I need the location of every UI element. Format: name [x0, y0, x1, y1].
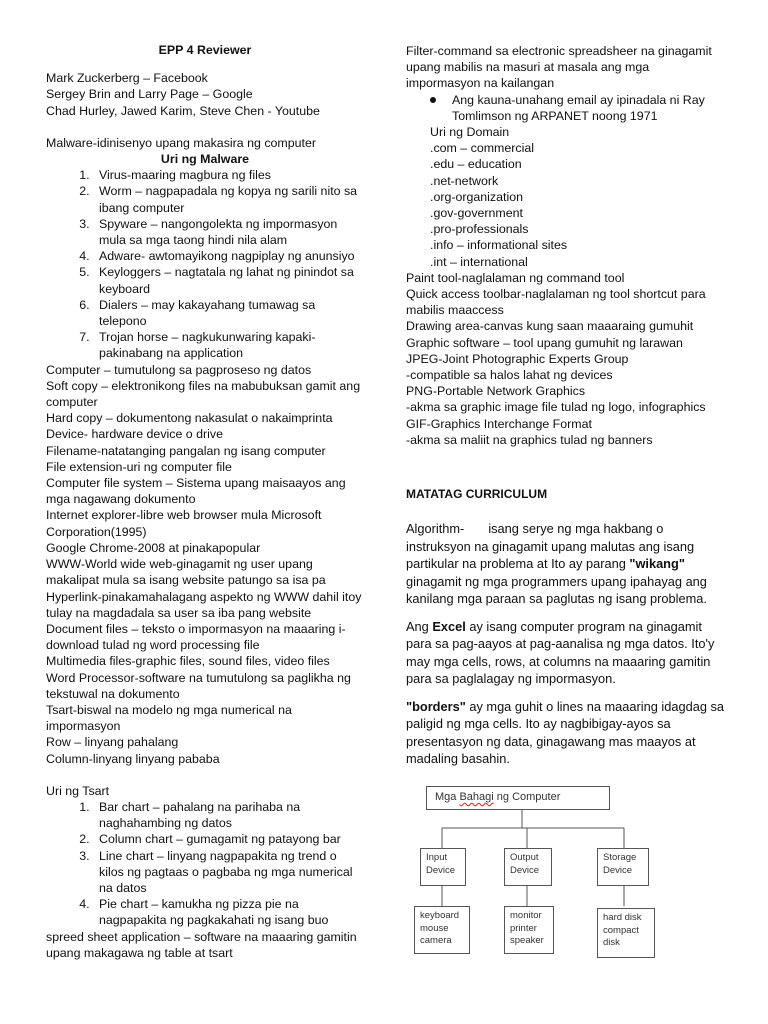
domain-item: .edu – education — [430, 157, 522, 172]
output-examples-node — [504, 906, 554, 954]
founder-line: Chad Hurley, Jawed Karim, Steve Chen - Youtube — [46, 103, 320, 118]
excel-text-start: Ang — [406, 618, 433, 634]
node-item: camera — [420, 935, 452, 946]
node-item: speaker — [510, 935, 544, 946]
algorithm-text: isang serye ng mga hakbang o instruksyon na ginagamit upang malutas ang isang partikular na problema at Ito ay parang — [406, 521, 695, 572]
node-label: Storage — [603, 852, 637, 863]
domain-item: .int – international — [430, 254, 528, 269]
spreadsheet-definition: spreed sheet application – software na maaaring gamitin upang makagawa ng table at tsart — [46, 929, 357, 960]
list-item: 1. Bar chart – pahalang na parihaba na naghahambing ng datos — [93, 799, 364, 831]
tool-line: Drawing area-canvas kung saan maaaraing gumuhit — [406, 319, 694, 334]
node-item: mouse — [420, 922, 449, 934]
tool-line: PNG-Portable Network Graphics — [406, 384, 586, 399]
node-label: Input — [426, 852, 448, 863]
list-item: 7. Trojan horse – nagkukunwaring kapaki-pakinabang na application — [93, 329, 364, 361]
chart-heading: Uri ng Tsart — [46, 783, 110, 798]
algorithm-bold: "wikang" — [629, 556, 685, 572]
right-column — [406, 43, 726, 778]
tool-line: -akma sa maliit na graphics tulad ng banners — [406, 432, 653, 447]
node-label: Device — [510, 864, 540, 876]
excel-bold: Excel — [432, 618, 466, 634]
definitions-list — [46, 362, 364, 767]
tool-line: -akma sa graphic image file tulad ng logo, infographics — [406, 400, 706, 415]
node-label: Device — [603, 864, 633, 876]
definition-line: Row – linyang pahalang — [46, 735, 179, 750]
definition-line: Column-linyang linyang pababa — [46, 751, 220, 766]
matatag-heading: MATATAG CURRICULUM — [406, 487, 548, 502]
node-item: hard disk — [603, 912, 642, 923]
definition-line: Tsart-biswal na modelo ng mga numerical na impormasyon — [46, 702, 292, 734]
left-column — [46, 42, 364, 961]
email-bullet-list — [406, 92, 726, 124]
node-item: compact — [603, 924, 639, 936]
storage-examples-node — [597, 908, 655, 958]
input-examples-node — [414, 906, 470, 954]
definition-line: File extension-uri ng computer file — [46, 459, 232, 474]
definition-line: Multimedia files-graphic files, sound files, video files — [46, 654, 330, 669]
algorithm-term: Algorithm- — [406, 521, 465, 537]
domain-item: .net-network — [430, 173, 499, 188]
storage-device-node — [597, 848, 649, 886]
list-item: 4. Adware- awtomayikong nagpiplay ng anunsiyo — [93, 248, 364, 264]
definition-line: Hyperlink-pinakamahalagang aspekto ng WWW dahil itoy tulay na magdadala sa user sa iba pang website — [46, 589, 362, 620]
excel-paragraph — [406, 618, 726, 688]
borders-bold: "borders" — [406, 698, 466, 714]
chart-types-list — [46, 799, 364, 929]
node-label: Output — [510, 852, 539, 863]
node-item: disk — [603, 937, 620, 948]
founder-line: Mark Zuckerberg – Facebook — [46, 71, 208, 86]
computer-parts-diagram — [412, 782, 730, 960]
domain-item: .gov-government — [430, 206, 523, 221]
list-item: 4. Pie chart – kamukha ng pizza pie na nagpapakita ng pagkakahati ng isang buo — [93, 896, 364, 928]
domain-list — [406, 124, 726, 270]
node-item: monitor — [510, 910, 542, 921]
output-device-node — [504, 848, 552, 886]
tool-line: GIF-Graphics Interchange Format — [406, 416, 592, 431]
excel-text: ay isang computer program na ginagamit para sa pag-aayos at pag-aanalisa ng mga datos. Ito'y may mga cells, rows, at columns na maaaring gamitin para sa paglalagay ng impormasyon. — [406, 618, 715, 687]
definition-line: Document files – teksto o impormasyon na maaaring i-download tulad ng word processing file — [46, 621, 346, 653]
definition-line: Device- hardware device o drive — [46, 427, 223, 442]
malware-definition: Malware-idinisenyo upang makasira ng computer — [46, 135, 316, 150]
list-item: 5. Keyloggers – nagtatala ng lahat ng pinindot sa keyboard — [93, 264, 364, 296]
algorithm-text-end: ginagamit ng mga programmers upang ipahayag ang kanilang mga paraan sa paglutas ng isang problema. — [406, 573, 707, 607]
list-item: 1. Virus-maaring magbura ng files — [93, 167, 364, 183]
list-item: 2. Worm – nagpapadala ng kopya ng sarili nito sa ibang computer — [93, 183, 364, 215]
founders-list — [46, 70, 364, 119]
domain-item: .org-organization — [430, 189, 523, 204]
root-label-end: ng Computer — [493, 791, 561, 803]
borders-paragraph — [406, 698, 726, 768]
borders-text: ay mga guhit o lines na maaaring idagdag sa paligid ng mga cells. Ito ay nagbibigay-ayos sa presentasyon ng data, ginagawang mas maayos at madaling basahin. — [406, 698, 725, 767]
root-label-start: Mga — [435, 791, 460, 803]
node-label: Device — [426, 864, 456, 876]
domain-heading: Uri ng Domain — [430, 125, 510, 140]
list-item: 6. Dialers – may kakayahang tumawag sa telepono — [93, 297, 364, 329]
list-item: 2. Column chart – gumagamit ng patayong bar — [93, 831, 364, 847]
tool-line: Graphic software – tool upang gumuhit ng larawan — [406, 335, 683, 350]
definition-line: Internet explorer-libre web browser mula Microsoft Corporation(1995) — [46, 508, 322, 539]
domain-item: .info – informational sites — [430, 238, 568, 253]
tools-list — [406, 270, 726, 448]
domain-item: .pro-professionals — [430, 222, 529, 237]
document-title: EPP 4 Reviewer — [158, 43, 252, 57]
definition-line: Computer – tumutulong sa pagproseso ng datos — [46, 362, 312, 377]
root-label-underlined: Bahagi — [459, 791, 494, 803]
node-item: keyboard — [420, 910, 460, 921]
definition-line: Google Chrome-2008 at pinakapopular — [46, 540, 261, 555]
malware-types-list — [46, 167, 364, 361]
definition-line: Hard copy – dokumentong nakasulat o nakaimprinta — [46, 411, 333, 426]
algorithm-paragraph — [406, 520, 726, 608]
founder-line: Sergey Brin and Larry Page – Google — [46, 87, 253, 102]
list-item: 3. Line chart – linyang nagpapakita ng trend o kilos ng pagtaas o pagbaba ng mga numerical na datos — [93, 848, 364, 897]
tool-line: -compatible sa halos lahat ng devices — [406, 368, 613, 383]
node-item: printer — [510, 922, 537, 934]
tool-line: Paint tool-naglalaman ng command tool — [406, 270, 625, 285]
input-device-node — [420, 848, 466, 886]
definition-line: Filename-natatanging pangalan ng isang computer — [46, 443, 326, 458]
list-item: Ang kauna-unahang email ay ipinadala ni Ray Tomlimson ng ARPANET noong 1971 — [430, 92, 726, 124]
definition-line: Word Processor-software na tumutulong sa paglikha ng tekstuwal na dokumento — [46, 670, 351, 701]
tool-line: JPEG-Joint Photographic Experts Group — [406, 351, 629, 366]
domain-item: .com – commercial — [430, 141, 534, 156]
definition-line: WWW-World wide web-ginagamit ng user upang makalipat mula sa isang website patungo sa isa pa — [46, 557, 326, 588]
definition-line: Soft copy – elektronikong files na mabubuksan gamit ang computer — [46, 378, 361, 410]
filter-definition: Filter-command sa electronic spreadsheer na ginagamit upang mabilis na masuri at masala ang mga impormasyon na kailangan — [406, 44, 712, 91]
definition-line: Computer file system – Sistema upang maisaayos ang mga nagawang dokumento — [46, 476, 346, 507]
malware-heading: Uri ng Malware — [160, 152, 250, 167]
tool-line: Quick access toolbar-naglalaman ng tool shortcut para mabilis maaccess — [406, 287, 706, 318]
list-item: 3. Spyware – nangongolekta ng impormasyon mula sa mga taong hindi nila alam — [93, 216, 364, 248]
diagram-root-node — [426, 786, 610, 810]
